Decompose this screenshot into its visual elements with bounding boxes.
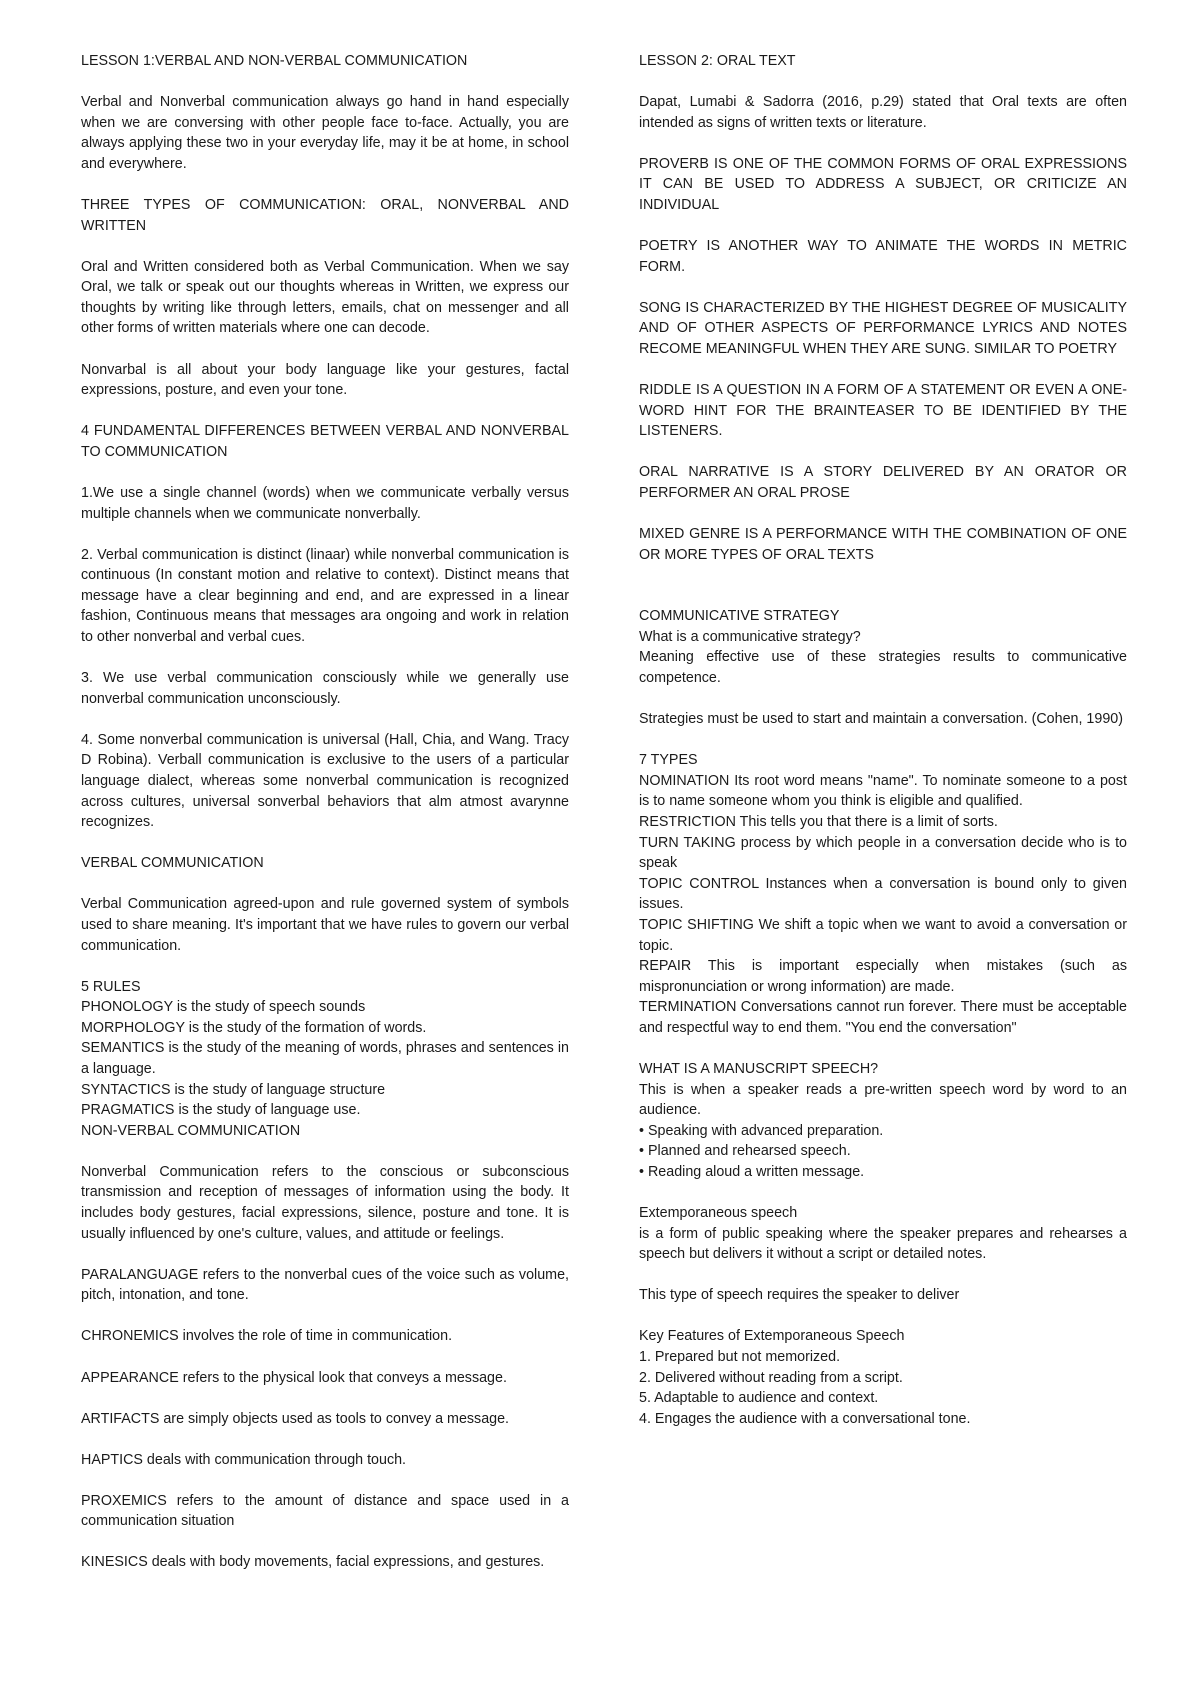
mixed-genre-paragraph: MIXED GENRE IS A PERFORMANCE WITH THE COMBINATION OF ONE OR MORE TYPES OF ORAL TEXTS [639, 526, 1127, 563]
rule-item: MORPHOLOGY is the study of the formation of words. [81, 1019, 427, 1036]
verbal-communication-heading: VERBAL COMMUNICATION [81, 855, 264, 872]
oral-written-paragraph: Oral and Written considered both as Verbal Communication. When we say Oral, we talk or speak out our thoughts whereas in Written, we express our thoughts by writing like through letters, emails, chat on messenger and all other forms of written materials where one can decode. [81, 258, 569, 337]
key-features-list [639, 1347, 1127, 1429]
poetry-paragraph: POETRY IS ANOTHER WAY TO ANIMATE THE WORDS IN METRIC FORM. [639, 238, 1127, 275]
type-item: TERMINATION Conversations cannot run forever. There must be acceptable and respectful way to end them. "You end the conversation" [639, 999, 1127, 1036]
extemporaneous-description: is a form of public speaking where the speaker prepares and rehearses a speech but delivers it without a script or detailed notes. [639, 1225, 1127, 1263]
type-item: RESTRICTION This tells you that there is a limit of sorts. [639, 813, 998, 830]
difference-1: 1.We use a single channel (words) when we communicate verbally versus multiple channels when we communicate nonverbally. [81, 484, 569, 522]
riddle-paragraph: RIDDLE IS A QUESTION IN A FORM OF A STATEMENT OR EVEN A ONE-WORD HINT FOR THE BRAINTEASER TO BE IDENTIFIED BY THE LISTENERS. [639, 382, 1127, 440]
dapat-paragraph: Dapat, Lumabi & Sadorra (2016, p.29) stated that Oral texts are often intended as signs of written texts or literature. [639, 94, 1127, 131]
type-item: TURN TAKING process by which people in a conversation decide who is to speak [639, 834, 1127, 872]
seven-types-heading: 7 TYPES [639, 752, 698, 769]
type-item: TOPIC SHIFTING We shift a topic when we want to avoid a conversation or topic. [639, 916, 1127, 954]
right-column [639, 51, 1127, 1429]
communicative-strategy-question: What is a communicative strategy? [639, 628, 861, 645]
song-paragraph: SONG IS CHARACTERIZED BY THE HIGHEST DEGREE OF MUSICALITY AND OF OTHER ASPECTS OF PERFORMANCE LYRICS AND NOTES RECOME MEANINGFUL WHEN THEY ARE SUNG. SIMILAR TO POETRY [639, 299, 1127, 357]
rule-item: SEMANTICS is the study of the meaning of words, phrases and sentences in a language. [81, 1040, 569, 1077]
rules-list [81, 997, 569, 1121]
three-types-heading: THREE TYPES OF COMMUNICATION: ORAL, NONVERBAL AND WRITTEN [81, 196, 569, 234]
proverb-paragraph: PROVERB IS ONE OF THE COMMON FORMS OF ORAL EXPRESSIONS IT CAN BE USED TO ADDRESS A SUBJECT, OR CRITICIZE AN INDIVIDUAL [639, 155, 1127, 213]
type-item: REPAIR This is important especially when mistakes (such as mispronunciation or wrong information) are made. [639, 958, 1127, 995]
nonverbal-communication-heading: NON-VERBAL COMMUNICATION [81, 1122, 301, 1139]
type-item: TOPIC CONTROL Instances when a conversation is bound only to given issues. [639, 875, 1127, 913]
communicative-strategy-meaning: Meaning effective use of these strategies results to communicative competence. [639, 649, 1127, 686]
type-item: NOMINATION Its root word means "name". To nominate someone to a post is to name someone whom you think is eligible and qualified. [639, 772, 1127, 810]
appearance-paragraph: APPEARANCE refers to the physical look that conveys a message. [81, 1369, 507, 1386]
verbal-communication-description: Verbal Communication agreed-upon and rule governed system of symbols used to share meaning. It's important that we have rules to govern our verbal communication. [81, 896, 569, 954]
bullet-item: • Planned and rehearsed speech. [639, 1143, 851, 1160]
key-feature-item: 1. Prepared but not memorized. [639, 1349, 841, 1365]
difference-3: 3. We use verbal communication consciously while we generally use nonverbal communication unconsciously. [81, 670, 569, 707]
key-feature-item: 4. Engages the audience with a conversational tone. [639, 1410, 971, 1427]
manuscript-speech-heading: WHAT IS A MANUSCRIPT SPEECH? [639, 1060, 879, 1077]
types-list [639, 771, 1127, 1039]
extemporaneous-heading: Extemporaneous speech [639, 1205, 798, 1222]
bullet-item: • Reading aloud a written message. [639, 1163, 865, 1180]
communicative-strategy-heading: COMMUNICATIVE STRATEGY [639, 608, 840, 625]
key-feature-item: 5. Adaptable to audience and context. [639, 1390, 879, 1407]
four-differences-heading: 4 FUNDAMENTAL DIFFERENCES BETWEEN VERBAL AND NONVERBAL TO COMMUNICATION [81, 423, 569, 460]
lesson-2-title: LESSON 2: ORAL TEXT [639, 53, 796, 69]
strategies-cohen-paragraph: Strategies must be used to start and maintain a conversation. (Cohen, 1990) [639, 711, 1123, 728]
chronemics-paragraph: CHRONEMICS involves the role of time in communication. [81, 1328, 453, 1345]
manuscript-bullets [639, 1121, 1127, 1183]
nonverbal-communication-description: Nonverbal Communication refers to the conscious or subconscious transmission and reception of messages of information using the body. It includes body gestures, facial expressions, silence, posture and tone. It is usually influenced by one's culture, values, and attitude or feelings. [81, 1163, 569, 1242]
key-feature-item: 2. Delivered without reading from a script. [639, 1369, 903, 1386]
intro-paragraph: Verbal and Nonverbal communication always go hand in hand especially when we are conversing with other people face to-face. Actually, you are always applying these two in your everyday life, may it be at home, in school and everywhere. [81, 94, 569, 172]
five-rules-heading: 5 RULES [81, 978, 141, 995]
left-column [81, 51, 569, 1573]
manuscript-speech-description: This is when a speaker reads a pre-written speech word by word to an audience. [639, 1081, 1127, 1119]
rule-item: SYNTACTICS is the study of language structure [81, 1081, 386, 1098]
difference-4: 4. Some nonverbal communication is universal (Hall, Chia, and Wang. Tracy D Robina). Verball communication is exclusive to the users of a particular language dialect, whereas some nonverbal communication is recognized across cultures, universal sonverbal behaviors that alm atmost avarynne recognizes. [81, 731, 569, 831]
difference-2: 2. Verbal communication is distinct (linaar) while nonverbal communication is continuous (In constant motion and relative to context). Distinct means that message have a clear beginning and end, and are expressed in a linear fashion, Continuous means that messages ara ongoing and work in relation to other nonverbal and verbal cues. [81, 546, 569, 645]
rule-item: PHONOLOGY is the study of speech sounds [81, 999, 366, 1016]
kinesics-paragraph: KINESICS deals with body movements, facial expressions, and gestures. [81, 1554, 545, 1571]
extemporaneous-requires: This type of speech requires the speaker to deliver [639, 1287, 960, 1304]
bullet-item: • Speaking with advanced preparation. [639, 1122, 884, 1139]
lesson-1-title: LESSON 1:VERBAL AND NON-VERBAL COMMUNICATION [81, 53, 468, 69]
nonverbal-description: Nonvarbal is all about your body language like your gestures, factal expressions, posture, and even your tone. [81, 361, 569, 399]
rule-item: PRAGMATICS is the study of language use. [81, 1102, 361, 1119]
proxemics-paragraph: PROXEMICS refers to the amount of distance and space used in a communication situation [81, 1492, 569, 1530]
haptics-paragraph: HAPTICS deals with communication through touch. [81, 1451, 407, 1468]
paralanguage-paragraph: PARALANGUAGE refers to the nonverbal cues of the voice such as volume, pitch, intonation, and tone. [81, 1266, 569, 1304]
oral-narrative-paragraph: ORAL NARRATIVE IS A STORY DELIVERED BY AN ORATOR OR PERFORMER AN ORAL PROSE [639, 464, 1127, 501]
artifacts-paragraph: ARTIFACTS are simply objects used as tools to convey a message. [81, 1410, 510, 1427]
key-features-heading: Key Features of Extemporaneous Speech [639, 1328, 905, 1345]
